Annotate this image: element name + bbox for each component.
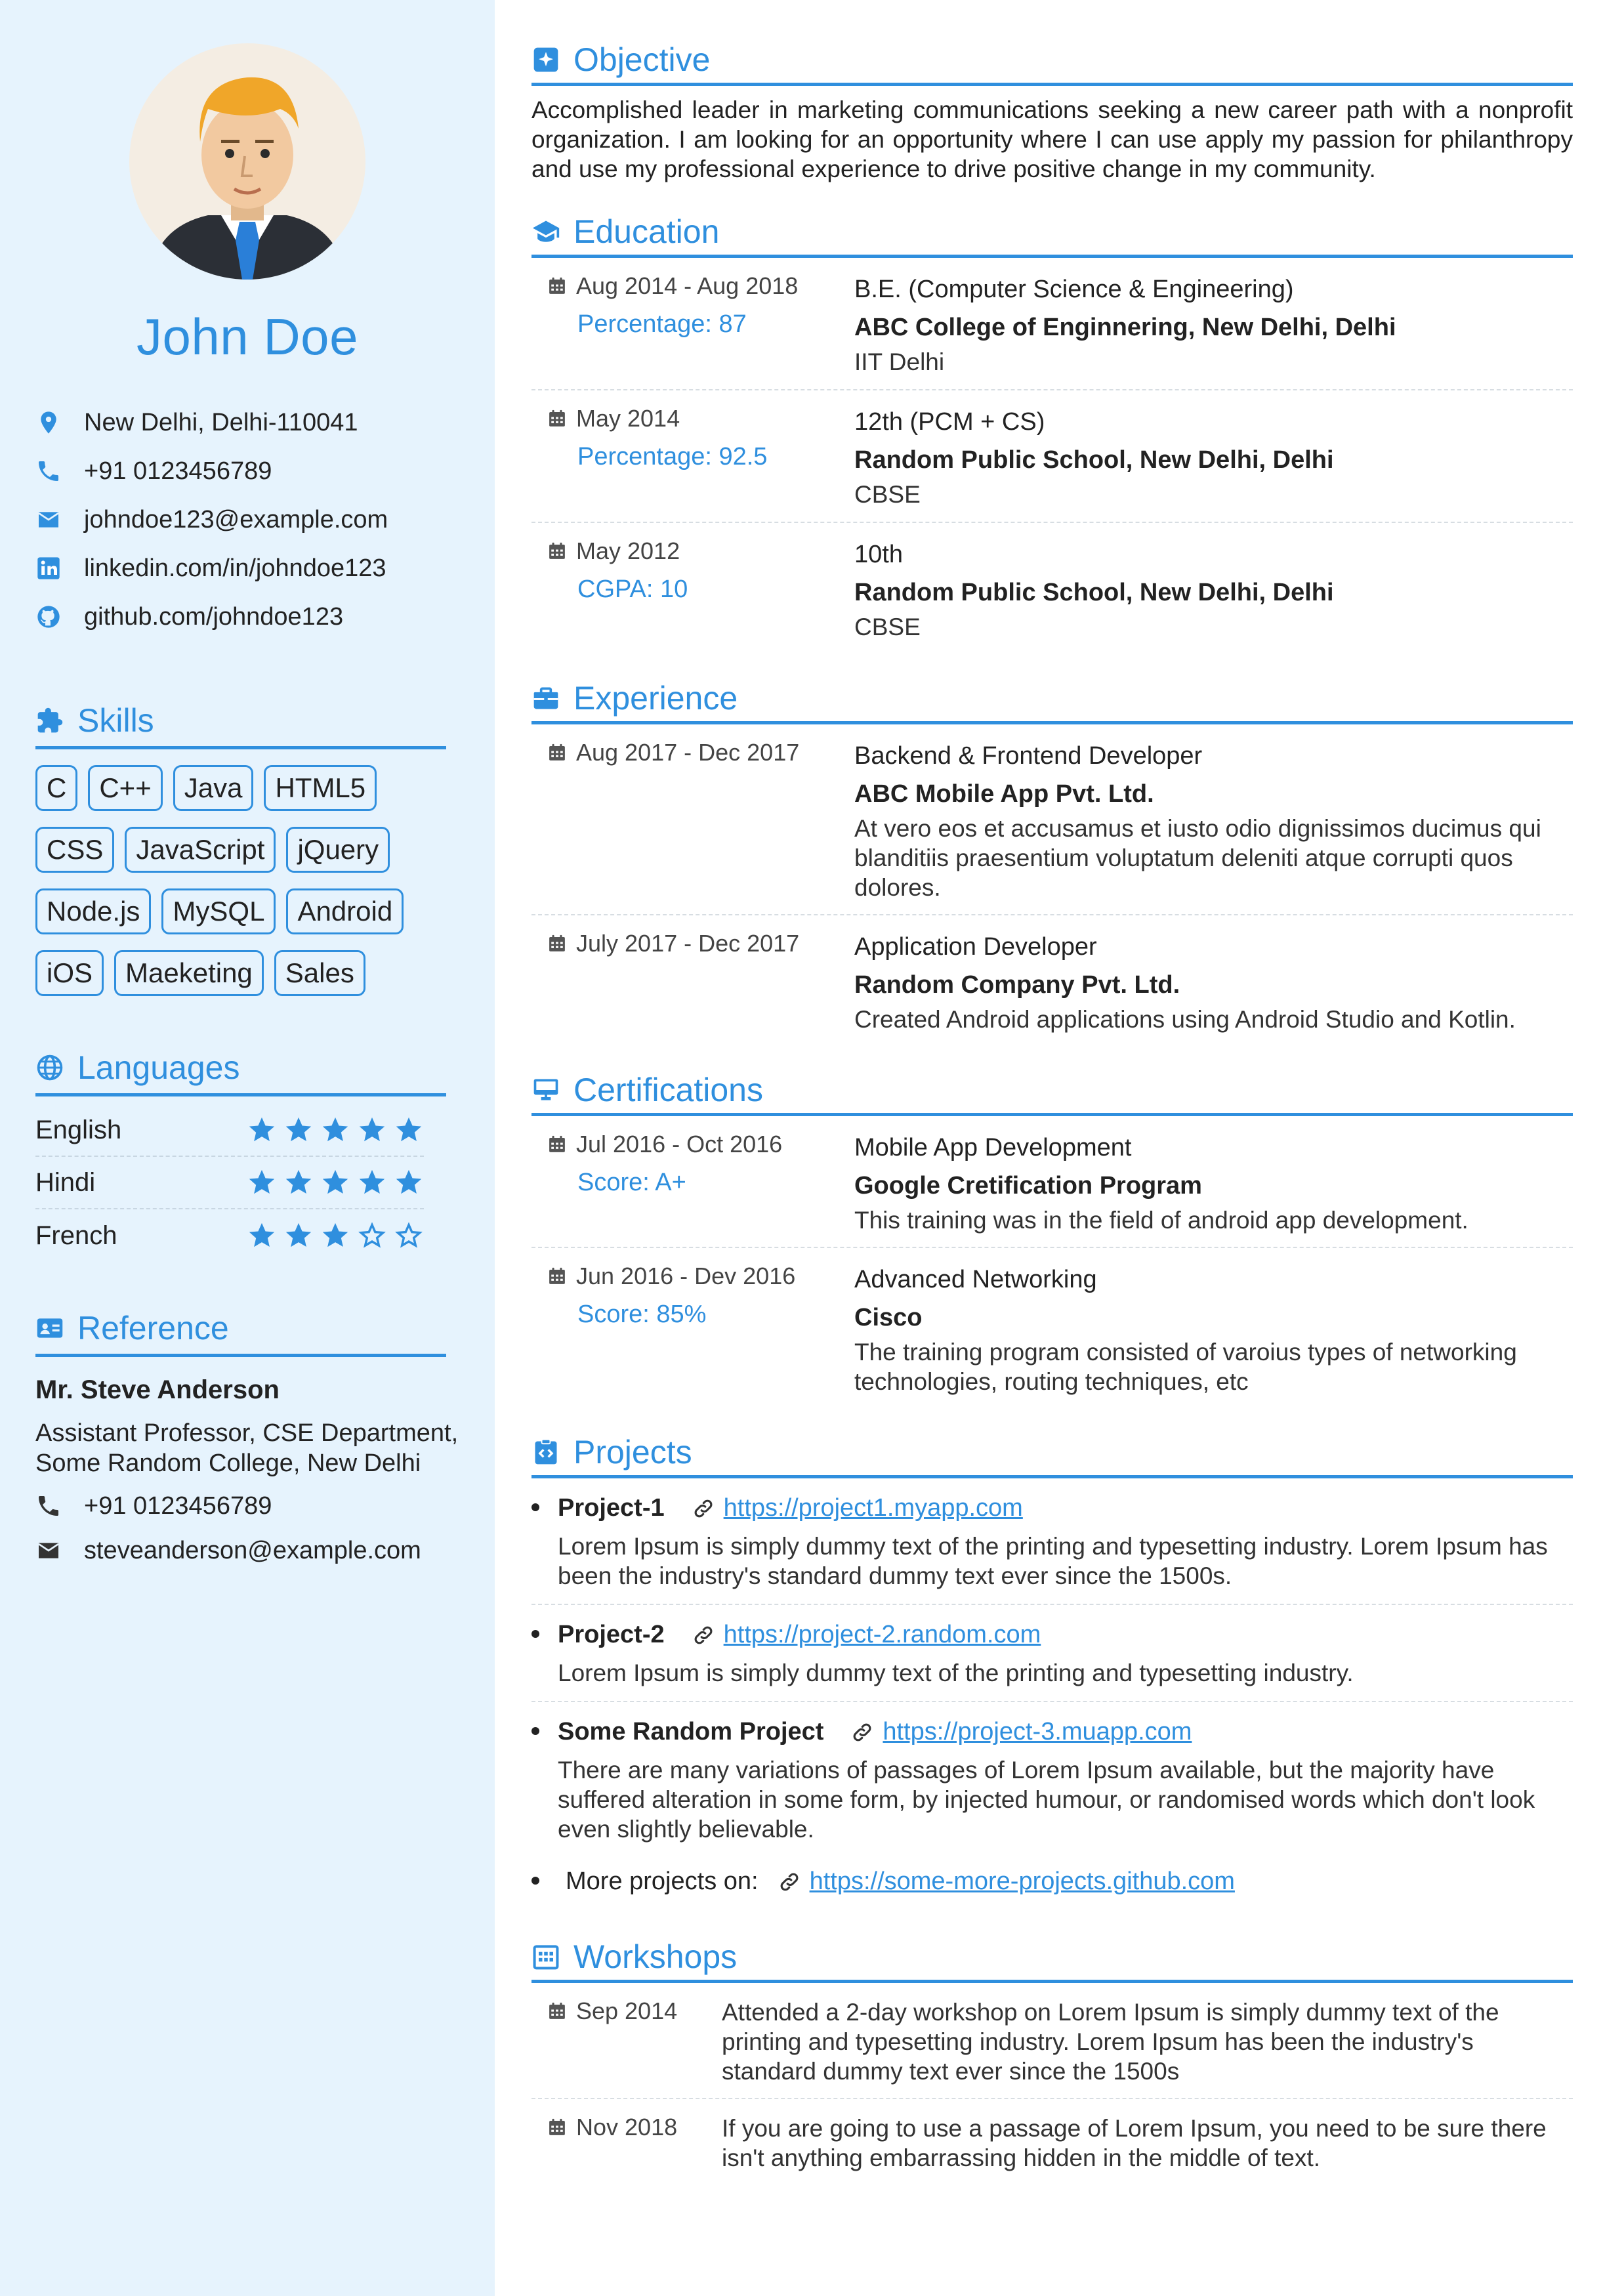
briefcase-icon [531, 684, 560, 713]
experience-section [531, 679, 1573, 1046]
calendar-icon [547, 409, 567, 428]
contact-phone [35, 447, 459, 495]
skill-tag: Node.js [35, 888, 151, 934]
entry-date [547, 272, 854, 300]
projects-section [531, 1433, 1573, 1909]
date-text: Aug 2014 - Aug 2018 [576, 272, 799, 299]
reference-email [35, 1528, 459, 1573]
certification-score: Score: 85% [577, 1301, 707, 1328]
education-list [531, 258, 1573, 654]
calendar-icon [547, 2001, 567, 2021]
language-rating [247, 1221, 424, 1251]
calendar-icon [547, 2118, 567, 2137]
calendar-icon [547, 743, 567, 762]
more-projects-label: More projects on: [566, 1868, 759, 1895]
certifications-heading [531, 1071, 1573, 1116]
job-description: At vero eos et accusamus et iusto odio dignissimos ducimus qui blanditiis praesentium voluptatum deleniti atque corrupti quos dolores. [854, 815, 1541, 901]
star-filled-icon [283, 1115, 314, 1145]
reference-title-line-2: Some Random College, New Delhi [35, 1450, 421, 1477]
institute: Random Public School, New Delhi, Delhi [854, 446, 1334, 474]
date-text: Sep 2014 [576, 1997, 678, 2024]
entry-date [547, 1997, 722, 2025]
star-filled-icon [357, 1115, 387, 1145]
language-row [35, 1209, 424, 1262]
certification-score: Score: A+ [577, 1169, 686, 1196]
workshops-section [531, 1938, 1573, 2184]
reference-heading [35, 1309, 446, 1357]
more-projects-row [531, 1857, 1573, 1909]
reference-heading-text: Reference [77, 1310, 229, 1346]
puzzle-icon [35, 706, 64, 735]
language-row [35, 1104, 424, 1157]
experience-entry [531, 724, 1573, 915]
certifications-section [531, 1071, 1573, 1408]
github-text[interactable]: github.com/johndoe123 [84, 602, 344, 631]
objective-text: Accomplished leader in marketing communications seeking a new career path with a nonprofit organization. I am looking for an opportunity where I can use apply my passion for philanthropy and use my professional experience to drive positive change in my community. [531, 96, 1573, 182]
certifications-heading-text: Certifications [573, 1072, 763, 1108]
link-icon [692, 1497, 715, 1520]
date-text: July 2017 - Dec 2017 [576, 930, 800, 957]
star-filled-icon [320, 1115, 350, 1145]
skill-tag: Sales [274, 950, 365, 996]
calendar-icon [547, 276, 567, 296]
github-icon [35, 603, 68, 631]
code-clipboard-icon [531, 1438, 560, 1467]
email-icon [35, 506, 68, 533]
link-icon [692, 1624, 715, 1646]
bullet-dot [531, 1503, 539, 1511]
language-name: English [35, 1115, 122, 1144]
institute: Random Public School, New Delhi, Delhi [854, 579, 1334, 606]
education-score: CGPA: 10 [577, 575, 688, 603]
contact-github [35, 593, 459, 641]
job-description: Created Android applications using Android Studio and Kotlin. [854, 1006, 1516, 1033]
degree: 10th [854, 541, 903, 568]
education-score: Percentage: 92.5 [577, 443, 768, 470]
email-text[interactable]: johndoe123@example.com [84, 505, 388, 533]
company: Random Company Pvt. Ltd. [854, 971, 1180, 999]
languages-heading-text: Languages [77, 1049, 240, 1086]
calendar-icon [547, 1266, 567, 1286]
workshops-list [531, 1983, 1573, 2184]
skills-heading-text: Skills [77, 702, 154, 739]
skills-list [35, 765, 468, 1012]
location-pin-icon [35, 409, 68, 436]
education-entry [531, 258, 1573, 390]
skill-tag: MySQL [161, 888, 276, 934]
education-heading [531, 213, 1573, 258]
contact-linkedin [35, 544, 459, 593]
skill-tag: CSS [35, 827, 114, 873]
date-text: Aug 2017 - Dec 2017 [576, 739, 800, 766]
entry-date [547, 2114, 722, 2141]
linkedin-icon [35, 554, 68, 582]
project-name: Project-1 [558, 1494, 665, 1522]
experience-list [531, 724, 1573, 1046]
bullet-dot [531, 1630, 539, 1638]
phone-text: +91 0123456789 [84, 457, 272, 485]
entry-date [547, 405, 854, 432]
board: IIT Delhi [854, 348, 945, 375]
institute: ABC College of Enginnering, New Delhi, Delhi [854, 314, 1396, 341]
sidebar [0, 0, 495, 2296]
entry-date [547, 1263, 854, 1290]
reference-phone [35, 1484, 459, 1528]
phone-icon [35, 1492, 68, 1520]
date-text: Jul 2016 - Oct 2016 [576, 1131, 783, 1158]
contact-email [35, 495, 459, 544]
reference-section [35, 1309, 459, 1573]
date-text: May 2014 [576, 405, 680, 432]
workshop-description: If you are going to use a passage of Lorem Ipsum, you need to be sure there isn't anything embarrassing hidden in the middle of text. [722, 2115, 1547, 2171]
projects-list [531, 1478, 1573, 1857]
certification-entry [531, 1116, 1573, 1248]
project-name: Some Random Project [558, 1718, 824, 1745]
education-score: Percentage: 87 [577, 310, 747, 338]
calendar-icon [547, 934, 567, 953]
star-filled-icon [247, 1221, 277, 1251]
star-filled-icon [394, 1115, 424, 1145]
language-name: Hindi [35, 1167, 96, 1197]
workshops-heading-text: Workshops [573, 1938, 738, 1975]
link-icon [851, 1721, 873, 1743]
star-filled-icon [394, 1167, 424, 1198]
star-empty-icon [357, 1221, 387, 1251]
project-link[interactable]: https://project1.myapp.com [723, 1494, 1023, 1522]
board: CBSE [854, 614, 921, 640]
language-row [35, 1157, 424, 1209]
star-filled-icon [320, 1167, 350, 1198]
skill-tag: HTML5 [264, 765, 377, 811]
projects-heading-text: Projects [573, 1434, 692, 1471]
objective-section [531, 41, 1573, 184]
job-role: Application Developer [854, 933, 1097, 961]
star-filled-icon [247, 1115, 277, 1145]
star-filled-icon [320, 1221, 350, 1251]
project-link[interactable]: https://project-3.muapp.com [883, 1718, 1192, 1745]
id-card-icon [35, 1314, 64, 1343]
experience-heading-text: Experience [573, 680, 738, 717]
star-filled-icon [283, 1167, 314, 1198]
company: ABC Mobile App Pvt. Ltd. [854, 780, 1154, 808]
linkedin-text[interactable]: linkedin.com/in/johndoe123 [84, 554, 386, 582]
project-link[interactable]: https://project-2.random.com [723, 1621, 1041, 1648]
reference-title-line-1: Assistant Professor, CSE Department, [35, 1419, 459, 1447]
board: CBSE [854, 481, 921, 508]
projects-heading [531, 1433, 1573, 1478]
project-entry [531, 1605, 1573, 1702]
certification-title: Mobile App Development [854, 1134, 1132, 1161]
languages-section [35, 1049, 459, 1262]
reference-email-text[interactable]: steveanderson@example.com [84, 1536, 421, 1564]
education-entry [531, 390, 1573, 523]
globe-icon [35, 1053, 64, 1082]
entry-date [547, 537, 854, 565]
skill-tag: Android [286, 888, 404, 934]
candidate-name: John Doe [136, 308, 358, 365]
project-entry [531, 1702, 1573, 1857]
star-badge-icon [531, 45, 560, 74]
link-icon [778, 1871, 801, 1893]
language-list [35, 1104, 459, 1262]
date-text: Nov 2018 [576, 2114, 678, 2140]
project-name: Project-2 [558, 1621, 665, 1648]
star-filled-icon [357, 1167, 387, 1198]
experience-entry [531, 915, 1573, 1046]
skill-tag: Maeketing [114, 950, 264, 996]
skill-tag: jQuery [286, 827, 390, 873]
project-entry [531, 1478, 1573, 1605]
workshops-heading [531, 1938, 1573, 1983]
skills-section [35, 701, 459, 1012]
reference-title [35, 1418, 475, 1478]
reference-phone-text: +91 0123456789 [84, 1492, 272, 1520]
skill-tag: C [35, 765, 77, 811]
degree: B.E. (Computer Science & Engineering) [854, 276, 1294, 303]
entry-date [547, 1131, 854, 1158]
project-description: Lorem Ipsum is simply dummy text of the printing and typesetting industry. [558, 1659, 1354, 1686]
skill-tag: Java [173, 765, 254, 811]
education-heading-text: Education [573, 213, 720, 250]
star-filled-icon [283, 1221, 314, 1251]
objective-heading [531, 41, 1573, 86]
objective-heading-text: Objective [573, 41, 711, 78]
avatar [129, 43, 365, 280]
languages-heading [35, 1049, 446, 1096]
education-section [531, 213, 1573, 654]
certification-org: Cisco [854, 1304, 923, 1331]
star-empty-icon [394, 1221, 424, 1251]
star-filled-icon [247, 1167, 277, 1198]
language-rating [247, 1167, 424, 1198]
location-text: New Delhi, Delhi-110041 [84, 408, 358, 436]
date-text: Jun 2016 - Dev 2016 [576, 1263, 796, 1289]
entry-date [547, 930, 854, 957]
entry-date [547, 739, 854, 766]
skill-tag: C++ [88, 765, 162, 811]
skills-heading [35, 701, 446, 749]
monitor-icon [531, 1075, 560, 1104]
project-description: There are many variations of passages of Lorem Ipsum available, but the majority have suffered alteration in some form, by injected humour, or randomised words which don't look even slightly believable. [558, 1757, 1535, 1843]
graduation-cap-icon [531, 217, 560, 246]
certification-entry [531, 1248, 1573, 1408]
workshop-entry [531, 2099, 1573, 2184]
contact-list [35, 398, 459, 641]
workshop-description: Attended a 2-day workshop on Lorem Ipsum is simply dummy text of the printing and typesetting industry. Lorem Ipsum has been the industry's standard dummy text ever since the 1500s [722, 1999, 1499, 2085]
certification-org: Google Cretification Program [854, 1172, 1202, 1200]
experience-heading [531, 679, 1573, 724]
language-rating [247, 1115, 424, 1145]
date-text: May 2012 [576, 537, 680, 564]
calendar-icon [547, 541, 567, 561]
project-description: Lorem Ipsum is simply dummy text of the printing and typesetting industry. Lorem Ipsum has been the industry's standard dummy text ever since the 1500s. [558, 1533, 1548, 1589]
workshop-entry [531, 1983, 1573, 2099]
certification-description: This training was in the field of android app development. [854, 1207, 1468, 1234]
skill-tag: JavaScript [125, 827, 276, 873]
contact-location [35, 398, 459, 447]
bullet-dot [531, 1727, 539, 1735]
skill-tag: iOS [35, 950, 104, 996]
job-role: Backend & Frontend Developer [854, 742, 1203, 770]
calendar-icon [547, 1135, 567, 1154]
calendar-grid-icon [531, 1942, 560, 1971]
bullet-dot [531, 1877, 539, 1885]
certification-title: Advanced Networking [854, 1266, 1097, 1293]
main-content [495, 0, 1624, 2296]
email-icon [35, 1537, 68, 1564]
certifications-list [531, 1116, 1573, 1408]
reference-name: Mr. Steve Anderson [35, 1375, 280, 1404]
more-projects-link[interactable]: https://some-more-projects.github.com [809, 1868, 1235, 1895]
degree: 12th (PCM + CS) [854, 408, 1045, 436]
language-name: French [35, 1221, 117, 1250]
certification-description: The training program consisted of varoius types of networking technologies, routing techniques, etc [854, 1339, 1517, 1395]
education-entry [531, 523, 1573, 654]
phone-icon [35, 457, 68, 485]
